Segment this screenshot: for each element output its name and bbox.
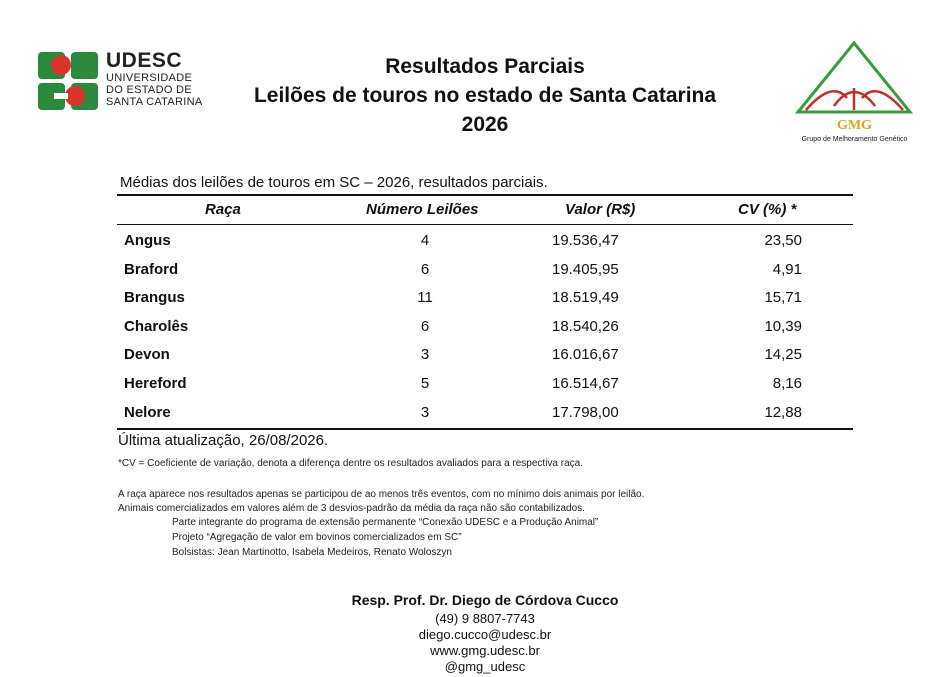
table-header-rule: [117, 224, 853, 225]
udesc-name: UDESC: [106, 49, 183, 72]
table-row: [117, 257, 853, 286]
cell-raca: Hereford: [124, 374, 187, 392]
cell-numero-leiloes: 3: [420, 403, 430, 421]
cell-raca: Brangus: [124, 289, 185, 307]
udesc-sub-line: UNIVERSIDADE: [106, 72, 193, 84]
cell-numero-leiloes: 3: [420, 346, 430, 364]
cell-valor: 16.514,67: [552, 374, 619, 392]
last-updated: Última atualização, 26/08/2026.: [118, 432, 329, 449]
gmg-letters: GMG: [837, 118, 872, 133]
results-table: [117, 228, 853, 428]
table-row: [117, 228, 853, 257]
title-line: 2026: [461, 113, 509, 136]
contact-phone: (49) 9 8807-7743: [435, 611, 535, 626]
note-rule: A raça aparece nos resultados apenas se participou de ao menos três eventos, com no mínimo dois animais por leilão.: [118, 489, 645, 500]
udesc-sub-line: SANTA CATARINA: [106, 96, 203, 108]
udesc-emblem-icon: [38, 52, 98, 110]
table-caption: Médias dos leilões de touros em SC – 2026, resultados parciais.: [120, 174, 548, 191]
cell-valor: 18.519,49: [552, 289, 619, 307]
note-bolsistas: Bolsistas: Jean Martinotto, Isabela Medeiros, Renato Woloszyn: [172, 547, 452, 558]
cell-raca: Charolês: [124, 317, 189, 335]
cell-numero-leiloes: 6: [420, 260, 430, 278]
column-header-valor: Valor (R$): [565, 201, 636, 218]
cell-valor: 19.405,95: [552, 260, 619, 278]
column-header-cv: CV (%) *: [738, 201, 797, 218]
udesc-sub-line: DO ESTADO DE: [106, 84, 192, 96]
contact-email[interactable]: diego.cucco@udesc.br: [418, 627, 552, 642]
title-line: Leilões de touros no estado de Santa Catarina: [253, 84, 717, 107]
table-bottom-rule: [117, 428, 853, 430]
contact-website[interactable]: www.gmg.udesc.br: [430, 643, 540, 658]
cell-raca: Braford: [124, 260, 179, 278]
title-line: Resultados Parciais: [385, 55, 585, 78]
cell-valor: 16.016,67: [552, 346, 619, 364]
gmg-triangle-icon: [792, 40, 917, 120]
cell-numero-leiloes: 5: [420, 374, 430, 392]
cell-numero-leiloes: 6: [420, 317, 430, 335]
udesc-logo: [38, 50, 218, 112]
table-row: [117, 314, 853, 343]
cell-raca: Angus: [124, 232, 171, 249]
gmg-logo: [792, 40, 917, 150]
cell-raca: Devon: [124, 346, 170, 364]
cell-cv: 14,25: [764, 346, 802, 364]
cell-cv: 8,16: [772, 374, 802, 392]
responsible-name: Resp. Prof. Dr. Diego de Córdova Cucco: [351, 592, 619, 608]
note-rule: Animais comercializados em valores além de 3 desvios-padrão da média da raça não são contabilizados.: [118, 503, 585, 514]
page-title: [200, 52, 770, 139]
table-row: [117, 285, 853, 314]
cell-valor: 18.540,26: [552, 317, 619, 335]
cv-footnote: *CV = Coeficiente de variação, denota a diferença dentre os resultados avaliados para a respectiva raça.: [118, 458, 583, 469]
cell-raca: Nelore: [124, 403, 171, 421]
gmg-caption: Grupo de Melhoramento Genético: [801, 136, 908, 143]
cell-cv: 4,91: [772, 260, 802, 278]
table-row: [117, 371, 853, 400]
contact-social[interactable]: @gmg_udesc: [444, 659, 526, 674]
cell-numero-leiloes: 11: [417, 289, 433, 307]
cell-cv: 23,50: [764, 232, 802, 249]
cell-cv: 15,71: [764, 289, 802, 307]
table-top-rule: [117, 194, 853, 196]
cell-cv: 12,88: [764, 403, 802, 421]
cell-valor: 19.536,47: [552, 232, 619, 249]
column-header-numero-leiloes: Número Leilões: [366, 201, 479, 218]
cell-cv: 10,39: [764, 317, 802, 335]
note-program: Parte integrante do programa de extensão permanente “Conexão UDESC e a Produção Animal”: [172, 517, 599, 528]
cell-numero-leiloes: 4: [420, 232, 430, 249]
table-row: [117, 342, 853, 371]
cell-valor: 17.798,00: [552, 403, 619, 421]
note-project: Projeto “Agregação de valor em bovinos comercializados em SC”: [172, 532, 462, 543]
column-header-raca: Raça: [205, 201, 241, 218]
table-row: [117, 400, 853, 429]
